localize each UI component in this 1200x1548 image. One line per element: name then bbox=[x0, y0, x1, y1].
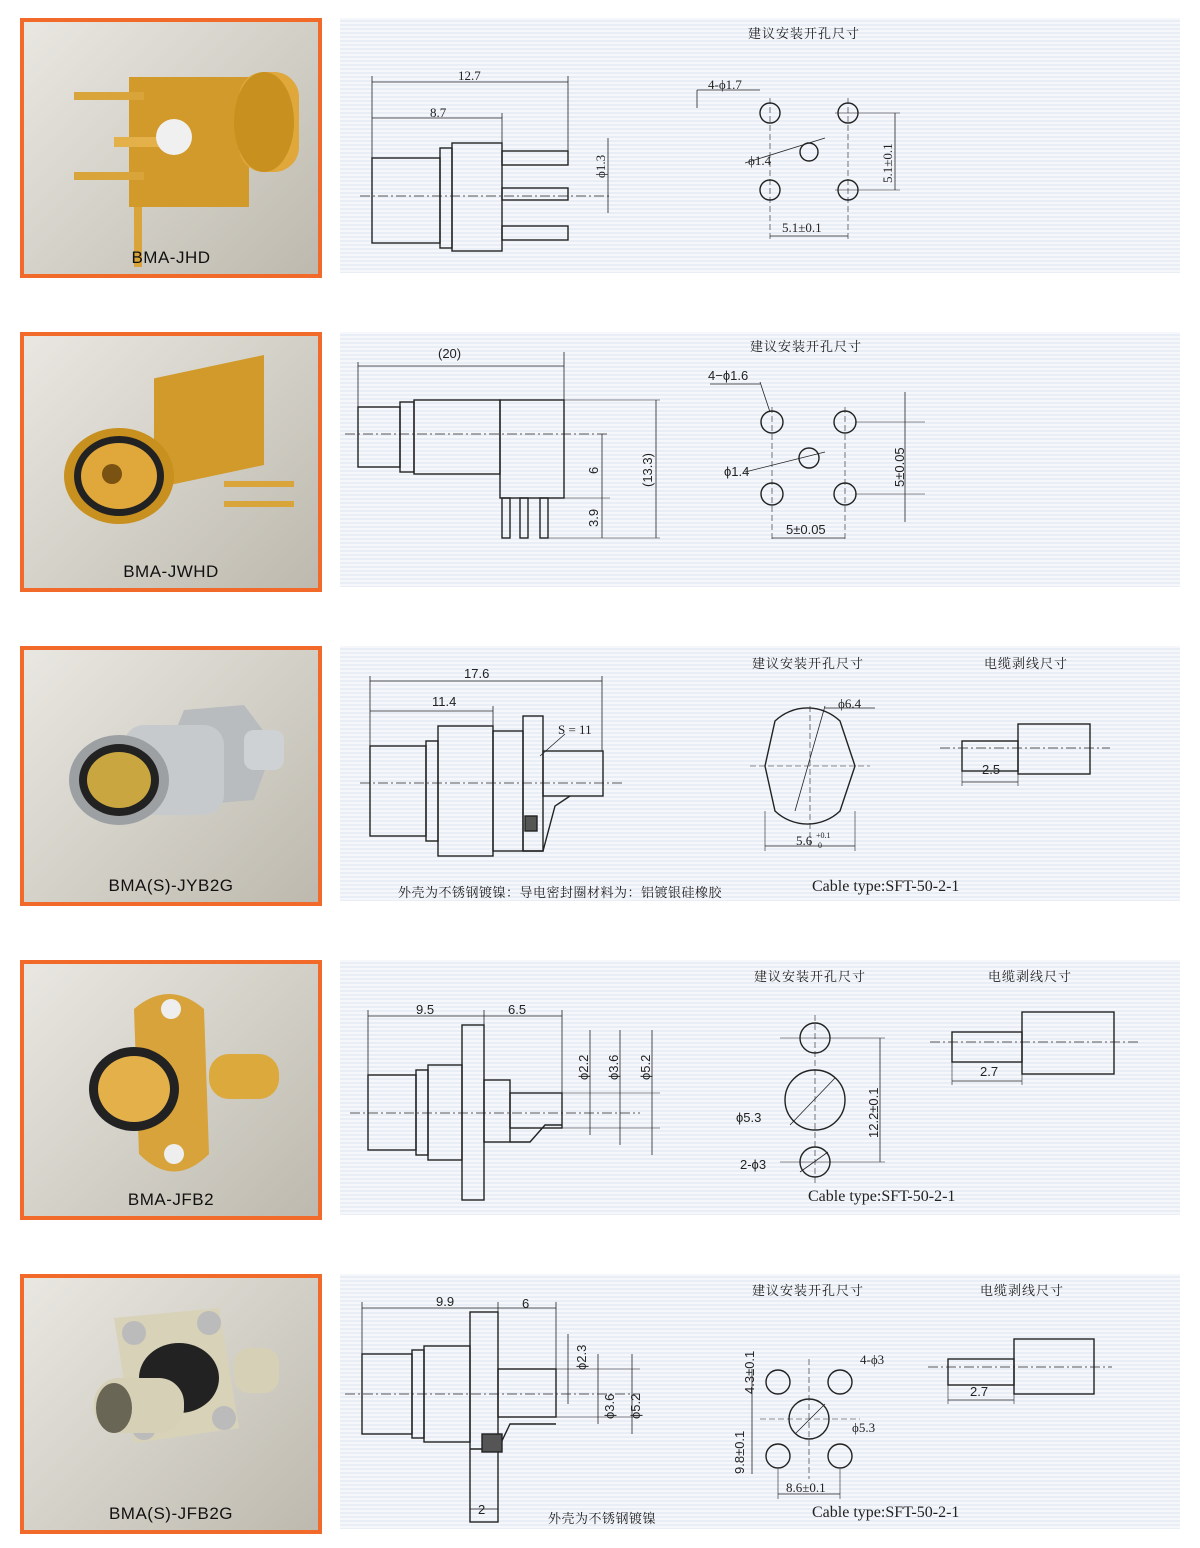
dim-label: 4.3±0.1 bbox=[742, 1350, 757, 1394]
technical-drawing bbox=[340, 960, 1180, 1215]
dim-label: 11.4 bbox=[432, 694, 457, 709]
dim-label: 4-ϕ3 bbox=[860, 1352, 885, 1367]
strip-size-title: 电缆剥线尺寸 bbox=[980, 1284, 1065, 1299]
dim-label: ϕ1.4 bbox=[724, 464, 750, 479]
dim-label: ϕ3.6 bbox=[606, 1054, 621, 1080]
dim-label: 17.6 bbox=[464, 666, 490, 681]
dim-label: ϕ3.6 bbox=[602, 1393, 617, 1419]
dim-label: 5.1±0.1 bbox=[782, 220, 822, 235]
hole-size-title: 建议安装开孔尺寸 bbox=[748, 27, 861, 42]
dim-label: 6 bbox=[586, 466, 601, 474]
dim-label: 3.9 bbox=[586, 508, 601, 527]
dim-label: 5.6 bbox=[796, 833, 813, 848]
hole-size-title: 建议安装开孔尺寸 bbox=[750, 340, 863, 355]
connector-illustration bbox=[24, 22, 318, 274]
cable-type: Cable type:SFT-50-2-1 bbox=[808, 1188, 956, 1205]
product-photo bbox=[20, 18, 322, 278]
hole-size-title: 建议安装开孔尺寸 bbox=[752, 657, 865, 672]
product-row-1 bbox=[0, 18, 1200, 288]
dim-label: 6.5 bbox=[508, 1002, 527, 1017]
material-note: 外壳为不锈钢镀镍：导电密封圈材料为：铝镀银硅橡胶 bbox=[398, 886, 723, 901]
dim-label: 2-ϕ3 bbox=[740, 1157, 767, 1172]
dim-label: ϕ1.4 bbox=[748, 153, 772, 168]
connector-illustration bbox=[24, 650, 318, 902]
product-row-2 bbox=[0, 332, 1200, 602]
strip-size-title: 电缆剥线尺寸 bbox=[988, 970, 1073, 985]
model-caption: BMA-JFB2 bbox=[127, 1190, 215, 1209]
dim-label: ϕ5.3 bbox=[736, 1110, 762, 1125]
drawing-panel bbox=[340, 332, 1180, 587]
dim-label: 9.8±0.1 bbox=[732, 1430, 747, 1474]
connector-illustration bbox=[24, 1278, 318, 1530]
dim-label: 5±0.05 bbox=[786, 522, 826, 537]
dim-label: 9.5 bbox=[416, 1002, 435, 1017]
dim-label: 6 bbox=[522, 1296, 530, 1311]
technical-drawing bbox=[340, 332, 1180, 587]
dim-label: (13.3) bbox=[640, 453, 655, 487]
dim-label: ϕ2.3 bbox=[574, 1344, 589, 1370]
product-row-4 bbox=[0, 960, 1200, 1230]
dim-tolerance: 0 bbox=[818, 841, 822, 850]
dim-label: ϕ5.2 bbox=[628, 1393, 643, 1419]
dim-label: 8.6±0.1 bbox=[786, 1480, 826, 1495]
dim-label: 2.5 bbox=[982, 762, 1001, 777]
product-row-3 bbox=[0, 646, 1200, 916]
dim-label: 8.7 bbox=[430, 105, 447, 120]
connector-illustration bbox=[24, 336, 318, 588]
dim-label: 4-ϕ1.7 bbox=[708, 77, 742, 92]
model-caption: BMA(S)-JYB2G bbox=[108, 876, 234, 895]
technical-drawing bbox=[340, 1274, 1180, 1529]
technical-drawing bbox=[340, 18, 1180, 273]
strip-size-title: 电缆剥线尺寸 bbox=[984, 657, 1069, 672]
cable-type: Cable type:SFT-50-2-1 bbox=[812, 878, 960, 895]
dim-label: ϕ5.2 bbox=[638, 1054, 653, 1080]
dim-label: 5.1±0.1 bbox=[880, 143, 895, 183]
hole-size-title: 建议安装开孔尺寸 bbox=[754, 970, 867, 985]
dim-label: 4−ϕ1.6 bbox=[708, 368, 749, 383]
product-photo bbox=[20, 332, 322, 592]
model-caption: BMA-JHD bbox=[131, 248, 211, 267]
dim-label: 2.7 bbox=[980, 1064, 999, 1079]
cable-type: Cable type:SFT-50-2-1 bbox=[812, 1504, 960, 1521]
dim-label: 12.7 bbox=[458, 68, 481, 83]
dim-label: 12.2±0.1 bbox=[866, 1087, 881, 1138]
drawing-panel bbox=[340, 646, 1180, 901]
dim-tolerance: +0.1 bbox=[816, 831, 831, 840]
hole-size-title: 建议安装开孔尺寸 bbox=[752, 1284, 865, 1299]
dim-label: 5±0.05 bbox=[892, 447, 907, 487]
product-photo bbox=[20, 960, 322, 1220]
dim-label: ϕ5.3 bbox=[852, 1420, 876, 1435]
dim-label: ϕ2.2 bbox=[576, 1054, 591, 1080]
dim-label: (20) bbox=[438, 346, 462, 361]
product-photo bbox=[20, 646, 322, 906]
dim-label: 9.9 bbox=[436, 1294, 455, 1309]
model-caption: BMA-JWHD bbox=[123, 562, 219, 581]
dim-label: ϕ6.4 bbox=[838, 696, 862, 711]
dim-label: 2 bbox=[478, 1502, 486, 1517]
drawing-panel bbox=[340, 1274, 1180, 1529]
dim-label: 2.7 bbox=[970, 1384, 989, 1399]
model-caption: BMA(S)-JFB2G bbox=[108, 1504, 234, 1523]
connector-illustration bbox=[24, 964, 318, 1216]
dim-label: ϕ1.3 bbox=[593, 154, 608, 178]
dim-label: S = 11 bbox=[558, 722, 592, 737]
product-photo bbox=[20, 1274, 322, 1534]
material-note: 外壳为不锈钢镀镍 bbox=[548, 1512, 657, 1527]
drawing-panel bbox=[340, 960, 1180, 1215]
product-row-5 bbox=[0, 1274, 1200, 1544]
technical-drawing bbox=[340, 646, 1180, 901]
drawing-panel bbox=[340, 18, 1180, 273]
